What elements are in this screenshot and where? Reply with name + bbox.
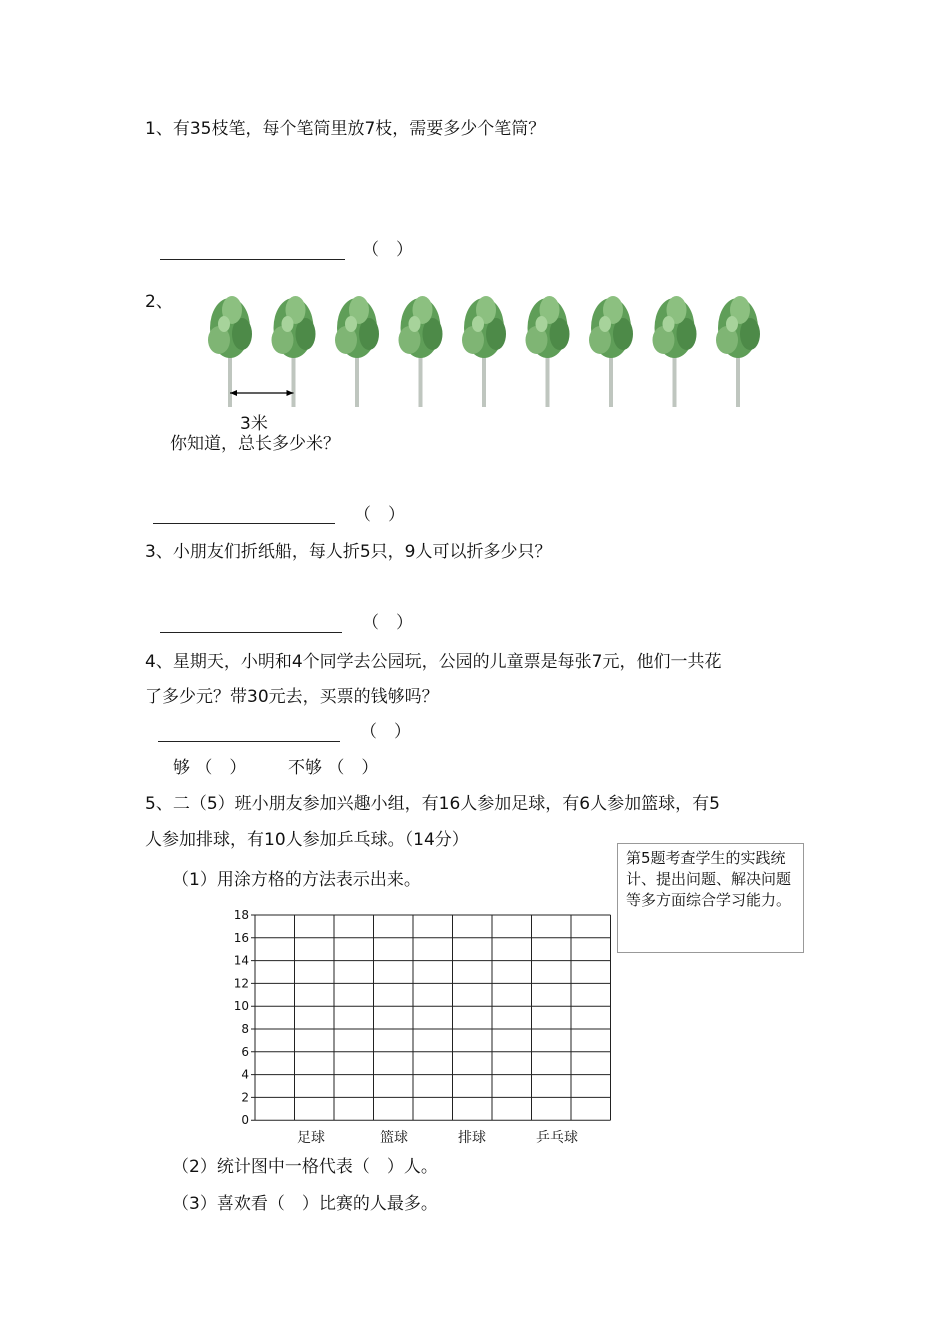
y-tick-label: 8 [241,1022,249,1036]
question-4-line-1: 4、星期天，小明和4个同学去公园玩，公园的儿童票是每张7元，他们一共花 [145,652,722,672]
answer-paren-1[interactable]: （ ） [362,240,413,260]
y-tick-label: 2 [241,1090,249,1105]
tree-icon [208,296,252,407]
question-5-line-2: 人参加排球，有10人参加乒乓球。（14分） [145,830,469,850]
question-2-text: 你知道，总长多少米？ [170,434,340,454]
question-2-number: 2、 [145,292,173,312]
answer-paren-3[interactable]: （ ） [362,613,413,633]
question-1-text: 1、有35枝笔，每个笔筒里放7枝，需要多少个笔筒？ [145,119,546,139]
tree-icon [716,296,760,407]
tree-row-illustration [190,290,760,410]
sub-question-1: （1）用涂方格的方法表示出来。 [172,870,421,890]
answer-line-3[interactable] [160,632,342,633]
distance-label: 3米 [240,414,268,434]
tree-icon [653,296,697,407]
sub-question-2: （2）统计图中一格代表（ ）人。 [172,1157,438,1177]
bar-chart-grid[interactable] [220,905,620,1150]
y-tick-label: 4 [241,1067,249,1082]
y-tick-label: 18 [233,908,249,922]
y-tick-label: 12 [233,976,249,991]
y-tick-label: 0 [241,1113,249,1128]
tree-icon [589,296,633,407]
answer-line-2[interactable] [153,523,335,524]
x-category-label: 排球 [458,1130,486,1147]
tree-icon [399,296,443,407]
x-category-label: 乒乓球 [536,1130,578,1147]
tree-icon [335,296,379,407]
answer-line-1[interactable] [160,259,345,260]
answer-paren-4[interactable]: （ ） [360,722,411,742]
y-tick-label: 10 [233,999,249,1014]
y-tick-label: 6 [241,1044,249,1059]
enough-option[interactable]: 够 （ ） [173,758,247,778]
answer-paren-2[interactable]: （ ） [354,505,405,525]
y-tick-label: 14 [233,953,249,968]
teacher-note-box: 第5题考查学生的实践统计、提出问题、解决问题等多方面综合学习能力。 [617,843,804,953]
question-5-line-1: 5、二（5）班小朋友参加兴趣小组，有16人参加足球，有6人参加篮球，有5 [145,794,720,814]
question-3-text: 3、小朋友们折纸船，每人折5只，9人可以折多少只？ [145,542,552,562]
sub-question-3: （3）喜欢看（ ）比赛的人最多。 [172,1194,438,1214]
tree-icon [462,296,506,407]
tree-icon [526,296,570,407]
question-4-line-2: 了多少元？带30元去，买票的钱够吗？ [145,687,439,707]
tree-icon [272,296,316,407]
x-category-label: 足球 [297,1130,325,1147]
answer-line-4[interactable] [158,741,340,742]
x-category-label: 篮球 [380,1130,408,1147]
y-tick-label: 16 [233,930,249,945]
not-enough-option[interactable]: 不够 （ ） [288,758,379,778]
